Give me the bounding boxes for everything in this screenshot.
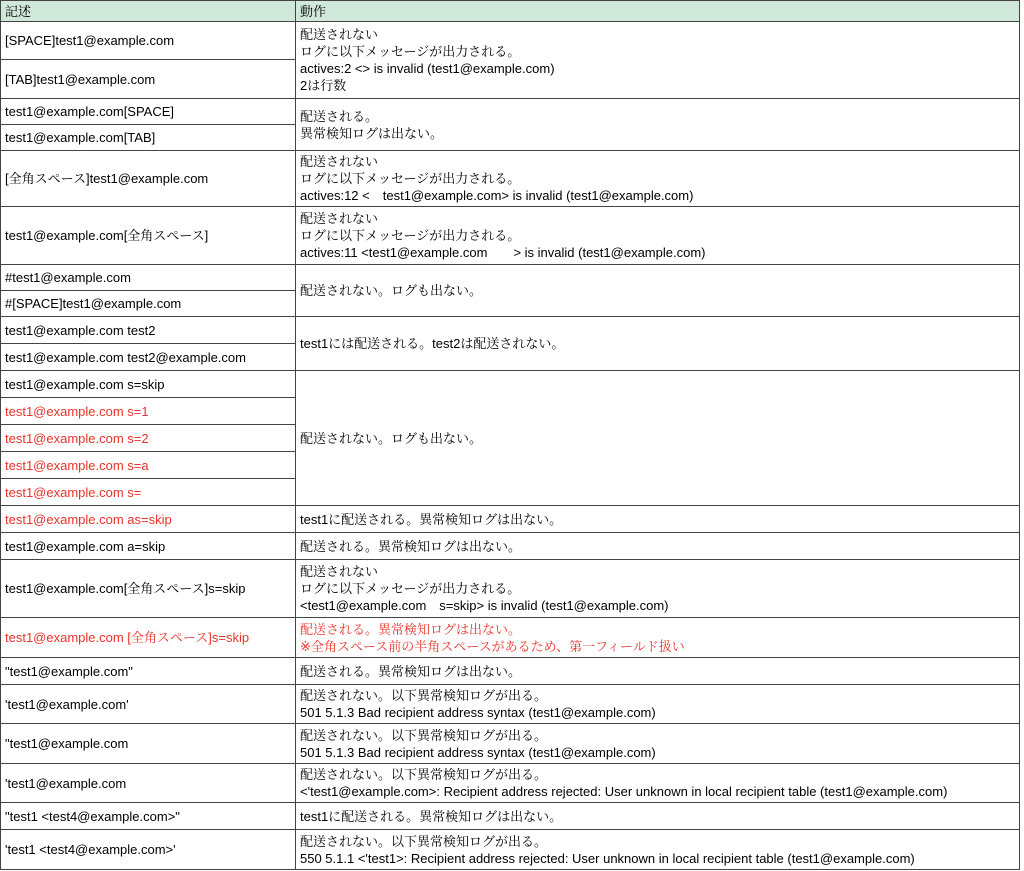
behavior-line: <test1@example.com s=skip> is invalid (test1@example.com) (300, 598, 669, 613)
behavior-cell (296, 830, 1020, 870)
description-cell: #test1@example.com (1, 265, 296, 291)
behavior-line: 配送されない (300, 154, 379, 169)
description-cell: test1@example.com s=a (1, 452, 296, 479)
description-cell: test1@example.com[全角スペース]s=skip (1, 560, 296, 618)
table-row (1, 506, 1020, 533)
behavior-line: 550 5.1.1 <'test1>: Recipient address rejected: User unknown in local recipient table (test1@example.com) (300, 850, 915, 866)
behavior-line: actives:11 <test1@example.com > is invalid (test1@example.com) (300, 245, 706, 260)
behavior-cell (296, 724, 1020, 764)
description-cell: "test1@example.com" (1, 658, 296, 685)
behavior-line: 配送される。異常検知ログは出ない。 (300, 663, 522, 679)
behavior-line: 配送される。異常検知ログは出ない。 (300, 538, 522, 554)
behavior-cell (296, 658, 1020, 685)
description-cell: test1@example.com[SPACE] (1, 99, 296, 125)
behavior-cell (296, 506, 1020, 533)
behavior-line: 配送されない (300, 564, 379, 579)
description-cell: #[SPACE]test1@example.com (1, 291, 296, 317)
behavior-line: 配送される。 (300, 108, 379, 124)
description-cell: [TAB]test1@example.com (1, 60, 296, 99)
behavior-line: 501 5.1.3 Bad recipient address syntax (test1@example.com) (300, 705, 656, 720)
description-cell: test1@example.com s=2 (1, 425, 296, 452)
behavior-line: test1に配送される。異常検知ログは出ない。 (300, 511, 563, 527)
behavior-line: test1に配送される。異常検知ログは出ない。 (300, 808, 563, 824)
behavior-cell (296, 533, 1020, 560)
behavior-cell (296, 618, 1020, 658)
table-body (1, 22, 1020, 870)
table-row (1, 533, 1020, 560)
header-behavior: 動作 (296, 1, 1020, 22)
behavior-line: ログに以下メッセージが出力される。 (300, 581, 521, 596)
table-row (1, 803, 1020, 830)
behavior-cell (296, 317, 1020, 371)
behavior-line: 配送されない。以下異常検知ログが出る。 (300, 767, 548, 782)
behavior-line: 2は行数 (300, 78, 347, 93)
behavior-cell (296, 22, 1020, 99)
table-row (1, 151, 1020, 207)
description-cell: test1@example.com a=skip (1, 533, 296, 560)
behavior-line: 配送されない。以下異常検知ログが出る。 (300, 727, 548, 743)
table-row (1, 207, 1020, 265)
behavior-cell (296, 685, 1020, 724)
table-row (1, 658, 1020, 685)
behavior-line: 配送されない。以下異常検知ログが出る。 (300, 833, 548, 849)
behavior-cell (296, 99, 1020, 151)
behavior-line: actives:12 < test1@example.com> is invalid (test1@example.com) (300, 188, 694, 203)
table-row (1, 265, 1020, 291)
table-row (1, 317, 1020, 344)
behavior-cell (296, 764, 1020, 803)
table-row (1, 764, 1020, 803)
behavior-line: 配送される。異常検知ログは出ない。 (300, 621, 522, 637)
behavior-line: ログに以下メッセージが出力される。 (300, 171, 521, 186)
behavior-line: 501 5.1.3 Bad recipient address syntax (test1@example.com) (300, 744, 656, 760)
description-cell: test1@example.com s= (1, 479, 296, 506)
behavior-cell (296, 803, 1020, 830)
table-row (1, 22, 1020, 60)
description-cell: 'test1@example.com' (1, 685, 296, 724)
behavior-line: 配送されない。ログも出ない。 (300, 283, 483, 298)
behavior-line: 配送されない。以下異常検知ログが出る。 (300, 688, 548, 703)
behavior-cell (296, 560, 1020, 618)
description-cell: "test1 <test4@example.com>" (1, 803, 296, 830)
table-row (1, 618, 1020, 658)
description-cell: test1@example.com [全角スペース]s=skip (1, 618, 296, 658)
behavior-cell (296, 151, 1020, 207)
behavior-line: 配送されない。ログも出ない。 (300, 430, 483, 446)
behavior-line: ログに以下メッセージが出力される。 (300, 228, 521, 243)
header-description: 記述 (1, 1, 296, 22)
description-cell: test1@example.com test2@example.com (1, 344, 296, 371)
description-cell: "test1@example.com (1, 724, 296, 764)
behavior-cell (296, 265, 1020, 317)
behavior-cell (296, 371, 1020, 506)
description-cell: test1@example.com[全角スペース] (1, 207, 296, 265)
behavior-line: actives:2 <> is invalid (test1@example.com) (300, 61, 555, 76)
behavior-line: 配送されない (300, 27, 379, 42)
behavior-line: test1には配送される。test2は配送されない。 (300, 336, 565, 351)
table-row (1, 99, 1020, 125)
description-cell: [全角スペース]test1@example.com (1, 151, 296, 207)
description-cell: test1@example.com as=skip (1, 506, 296, 533)
table-row (1, 371, 1020, 398)
description-cell: [SPACE]test1@example.com (1, 22, 296, 60)
description-cell: 'test1@example.com (1, 764, 296, 803)
behavior-line: ログに以下メッセージが出力される。 (300, 44, 521, 59)
description-cell: test1@example.com[TAB] (1, 125, 296, 151)
description-cell: test1@example.com s=skip (1, 371, 296, 398)
table-row (1, 685, 1020, 724)
behavior-line: ※全角スペース前の半角スペースがあるため、第一フィールド扱い (300, 638, 685, 654)
behavior-line: 異常検知ログは出ない。 (300, 125, 444, 141)
table-row (1, 724, 1020, 764)
behavior-line: <'test1@example.com>: Recipient address rejected: User unknown in local recipient table (test1@example.com) (300, 784, 948, 799)
behavior-cell (296, 207, 1020, 265)
table-row (1, 830, 1020, 870)
table-row (1, 560, 1020, 618)
description-cell: test1@example.com test2 (1, 317, 296, 344)
behavior-line: 配送されない (300, 211, 379, 226)
description-cell: test1@example.com s=1 (1, 398, 296, 425)
header-row (1, 1, 1020, 22)
description-cell: 'test1 <test4@example.com>' (1, 830, 296, 870)
